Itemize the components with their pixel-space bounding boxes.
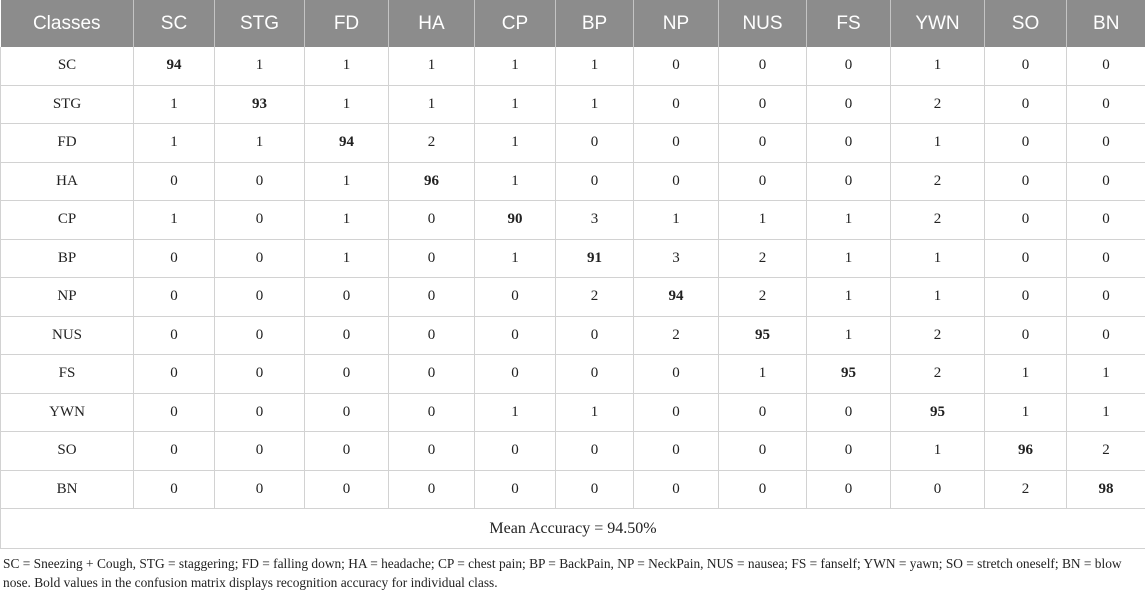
matrix-cell: 2 bbox=[891, 162, 985, 201]
matrix-cell: 0 bbox=[134, 162, 215, 201]
matrix-cell: 0 bbox=[215, 393, 305, 432]
matrix-cell: 1 bbox=[215, 124, 305, 163]
row-label: NP bbox=[1, 278, 134, 317]
matrix-cell: 1 bbox=[1067, 355, 1145, 394]
matrix-cell: 0 bbox=[389, 470, 475, 509]
mean-accuracy: Mean Accuracy = 94.50% bbox=[1, 509, 1145, 549]
matrix-cell: 0 bbox=[215, 201, 305, 240]
row-label: BN bbox=[1, 470, 134, 509]
matrix-cell: 0 bbox=[807, 47, 891, 85]
matrix-cell: 0 bbox=[134, 470, 215, 509]
diagonal-cell: 95 bbox=[807, 355, 891, 394]
header-row bbox=[1, 0, 1145, 47]
matrix-cell: 0 bbox=[634, 355, 719, 394]
matrix-cell: 0 bbox=[556, 162, 634, 201]
header-ha: HA bbox=[389, 0, 475, 47]
matrix-cell: 0 bbox=[215, 432, 305, 471]
row-label: FS bbox=[1, 355, 134, 394]
matrix-cell: 1 bbox=[891, 432, 985, 471]
matrix-cell: 0 bbox=[305, 278, 389, 317]
table-footnote: SC = Sneezing + Cough, STG = staggering; FD = falling down; HA = headache; CP = chest pain; BP = BackPain, NP = NeckPain, NUS = nausea; FS = fanself; YWN = yawn; SO = stretch oneself; BN = blow nose. Bold values in the confusion matrix displays recognition accuracy for individual class. bbox=[3, 556, 1122, 590]
matrix-cell: 0 bbox=[305, 393, 389, 432]
table-row bbox=[1, 316, 1145, 355]
matrix-cell: 0 bbox=[634, 124, 719, 163]
matrix-cell: 2 bbox=[891, 355, 985, 394]
diagonal-cell: 93 bbox=[215, 85, 305, 124]
matrix-cell: 0 bbox=[389, 316, 475, 355]
matrix-cell: 0 bbox=[634, 393, 719, 432]
matrix-cell: 1 bbox=[389, 85, 475, 124]
matrix-cell: 0 bbox=[134, 316, 215, 355]
matrix-cell: 0 bbox=[719, 393, 807, 432]
row-label: SO bbox=[1, 432, 134, 471]
matrix-cell: 0 bbox=[1067, 316, 1145, 355]
matrix-cell: 2 bbox=[719, 239, 807, 278]
matrix-cell: 0 bbox=[389, 239, 475, 278]
matrix-cell: 0 bbox=[1067, 85, 1145, 124]
matrix-cell: 0 bbox=[556, 124, 634, 163]
matrix-cell: 1 bbox=[305, 47, 389, 85]
matrix-cell: 1 bbox=[891, 278, 985, 317]
matrix-cell: 1 bbox=[891, 47, 985, 85]
matrix-cell: 2 bbox=[634, 316, 719, 355]
matrix-cell: 1 bbox=[556, 393, 634, 432]
matrix-cell: 1 bbox=[475, 393, 556, 432]
matrix-cell: 0 bbox=[985, 316, 1067, 355]
matrix-cell: 2 bbox=[891, 201, 985, 240]
matrix-cell: 0 bbox=[389, 355, 475, 394]
matrix-cell: 1 bbox=[475, 124, 556, 163]
matrix-cell: 0 bbox=[1067, 278, 1145, 317]
matrix-cell: 0 bbox=[556, 432, 634, 471]
row-label: BP bbox=[1, 239, 134, 278]
matrix-cell: 0 bbox=[134, 278, 215, 317]
matrix-cell: 0 bbox=[215, 239, 305, 278]
matrix-cell: 2 bbox=[389, 124, 475, 163]
matrix-cell: 0 bbox=[475, 470, 556, 509]
matrix-cell: 1 bbox=[305, 85, 389, 124]
header-fs: FS bbox=[807, 0, 891, 47]
header-cp: CP bbox=[475, 0, 556, 47]
row-label: YWN bbox=[1, 393, 134, 432]
matrix-cell: 1 bbox=[134, 85, 215, 124]
matrix-cell: 0 bbox=[634, 85, 719, 124]
matrix-cell: 0 bbox=[807, 393, 891, 432]
header-stg: STG bbox=[215, 0, 305, 47]
diagonal-cell: 94 bbox=[305, 124, 389, 163]
matrix-cell: 0 bbox=[807, 470, 891, 509]
matrix-cell: 0 bbox=[985, 162, 1067, 201]
table-row bbox=[1, 201, 1145, 240]
matrix-cell: 0 bbox=[985, 47, 1067, 85]
diagonal-cell: 95 bbox=[891, 393, 985, 432]
matrix-cell: 0 bbox=[1067, 124, 1145, 163]
matrix-cell: 0 bbox=[215, 316, 305, 355]
matrix-cell: 0 bbox=[634, 432, 719, 471]
diagonal-cell: 94 bbox=[634, 278, 719, 317]
matrix-cell: 1 bbox=[719, 201, 807, 240]
table-row bbox=[1, 85, 1145, 124]
matrix-cell: 3 bbox=[634, 239, 719, 278]
header-fd: FD bbox=[305, 0, 389, 47]
matrix-cell: 0 bbox=[215, 470, 305, 509]
matrix-cell: 0 bbox=[389, 201, 475, 240]
mean-accuracy-row bbox=[1, 509, 1145, 549]
row-label: NUS bbox=[1, 316, 134, 355]
table-row bbox=[1, 47, 1145, 85]
header-np: NP bbox=[634, 0, 719, 47]
matrix-cell: 0 bbox=[475, 355, 556, 394]
table-row bbox=[1, 124, 1145, 163]
matrix-cell: 1 bbox=[891, 124, 985, 163]
diagonal-cell: 94 bbox=[134, 47, 215, 85]
matrix-cell: 0 bbox=[305, 316, 389, 355]
matrix-cell: 0 bbox=[634, 470, 719, 509]
row-label: STG bbox=[1, 85, 134, 124]
matrix-cell: 0 bbox=[305, 355, 389, 394]
matrix-cell: 0 bbox=[807, 85, 891, 124]
matrix-cell: 0 bbox=[807, 162, 891, 201]
matrix-cell: 0 bbox=[215, 162, 305, 201]
matrix-cell: 0 bbox=[389, 278, 475, 317]
matrix-cell: 1 bbox=[475, 47, 556, 85]
matrix-cell: 2 bbox=[891, 85, 985, 124]
matrix-cell: 1 bbox=[985, 393, 1067, 432]
matrix-cell: 0 bbox=[1067, 201, 1145, 240]
matrix-cell: 2 bbox=[719, 278, 807, 317]
row-label: FD bbox=[1, 124, 134, 163]
matrix-cell: 0 bbox=[634, 162, 719, 201]
matrix-cell: 1 bbox=[389, 47, 475, 85]
header-bn: BN bbox=[1067, 0, 1145, 47]
matrix-cell: 0 bbox=[719, 162, 807, 201]
matrix-cell: 1 bbox=[305, 162, 389, 201]
matrix-cell: 0 bbox=[985, 124, 1067, 163]
header-ywn: YWN bbox=[891, 0, 985, 47]
table-row bbox=[1, 432, 1145, 471]
matrix-cell: 0 bbox=[134, 355, 215, 394]
matrix-cell: 0 bbox=[556, 316, 634, 355]
matrix-cell: 0 bbox=[475, 316, 556, 355]
diagonal-cell: 90 bbox=[475, 201, 556, 240]
matrix-cell: 0 bbox=[634, 47, 719, 85]
matrix-cell: 0 bbox=[475, 432, 556, 471]
diagonal-cell: 98 bbox=[1067, 470, 1145, 509]
matrix-cell: 2 bbox=[1067, 432, 1145, 471]
matrix-cell: 1 bbox=[719, 355, 807, 394]
matrix-cell: 0 bbox=[985, 278, 1067, 317]
matrix-cell: 0 bbox=[807, 432, 891, 471]
matrix-cell: 1 bbox=[556, 47, 634, 85]
matrix-cell: 0 bbox=[389, 393, 475, 432]
matrix-cell: 1 bbox=[807, 239, 891, 278]
header-classes: Classes bbox=[1, 0, 134, 47]
diagonal-cell: 91 bbox=[556, 239, 634, 278]
matrix-cell: 1 bbox=[475, 85, 556, 124]
table-row bbox=[1, 355, 1145, 394]
row-label: HA bbox=[1, 162, 134, 201]
matrix-cell: 0 bbox=[891, 470, 985, 509]
matrix-cell: 0 bbox=[719, 47, 807, 85]
matrix-cell: 0 bbox=[134, 393, 215, 432]
matrix-cell: 1 bbox=[985, 355, 1067, 394]
matrix-cell: 0 bbox=[719, 432, 807, 471]
matrix-cell: 1 bbox=[305, 239, 389, 278]
matrix-cell: 2 bbox=[556, 278, 634, 317]
matrix-cell: 0 bbox=[305, 432, 389, 471]
matrix-cell: 1 bbox=[134, 201, 215, 240]
matrix-cell: 0 bbox=[1067, 239, 1145, 278]
matrix-cell: 0 bbox=[1067, 162, 1145, 201]
matrix-cell: 1 bbox=[134, 124, 215, 163]
matrix-cell: 1 bbox=[891, 239, 985, 278]
header-sc: SC bbox=[134, 0, 215, 47]
table-row bbox=[1, 470, 1145, 509]
matrix-cell: 0 bbox=[719, 124, 807, 163]
matrix-cell: 0 bbox=[1067, 47, 1145, 85]
matrix-cell: 1 bbox=[305, 201, 389, 240]
table-row bbox=[1, 162, 1145, 201]
matrix-cell: 2 bbox=[891, 316, 985, 355]
matrix-cell: 1 bbox=[475, 239, 556, 278]
matrix-cell: 0 bbox=[215, 278, 305, 317]
matrix-cell: 0 bbox=[305, 470, 389, 509]
header-nus: NUS bbox=[719, 0, 807, 47]
matrix-cell: 0 bbox=[807, 124, 891, 163]
header-bp: BP bbox=[556, 0, 634, 47]
diagonal-cell: 95 bbox=[719, 316, 807, 355]
matrix-cell: 0 bbox=[985, 239, 1067, 278]
matrix-cell: 1 bbox=[807, 278, 891, 317]
table-row bbox=[1, 393, 1145, 432]
matrix-cell: 1 bbox=[807, 201, 891, 240]
matrix-cell: 3 bbox=[556, 201, 634, 240]
matrix-cell: 0 bbox=[215, 355, 305, 394]
matrix-cell: 0 bbox=[134, 239, 215, 278]
table-row bbox=[1, 278, 1145, 317]
matrix-cell: 0 bbox=[556, 355, 634, 394]
diagonal-cell: 96 bbox=[389, 162, 475, 201]
matrix-cell: 1 bbox=[1067, 393, 1145, 432]
matrix-cell: 0 bbox=[389, 432, 475, 471]
matrix-cell: 2 bbox=[985, 470, 1067, 509]
matrix-cell: 1 bbox=[634, 201, 719, 240]
matrix-cell: 0 bbox=[134, 432, 215, 471]
matrix-cell: 0 bbox=[985, 85, 1067, 124]
matrix-cell: 1 bbox=[215, 47, 305, 85]
diagonal-cell: 96 bbox=[985, 432, 1067, 471]
row-label: CP bbox=[1, 201, 134, 240]
matrix-cell: 1 bbox=[807, 316, 891, 355]
row-label: SC bbox=[1, 47, 134, 85]
matrix-cell: 1 bbox=[556, 85, 634, 124]
matrix-cell: 1 bbox=[475, 162, 556, 201]
header-so: SO bbox=[985, 0, 1067, 47]
matrix-cell: 0 bbox=[719, 470, 807, 509]
matrix-cell: 0 bbox=[719, 85, 807, 124]
table-row bbox=[1, 239, 1145, 278]
matrix-cell: 0 bbox=[985, 201, 1067, 240]
matrix-cell: 0 bbox=[475, 278, 556, 317]
matrix-cell: 0 bbox=[556, 470, 634, 509]
